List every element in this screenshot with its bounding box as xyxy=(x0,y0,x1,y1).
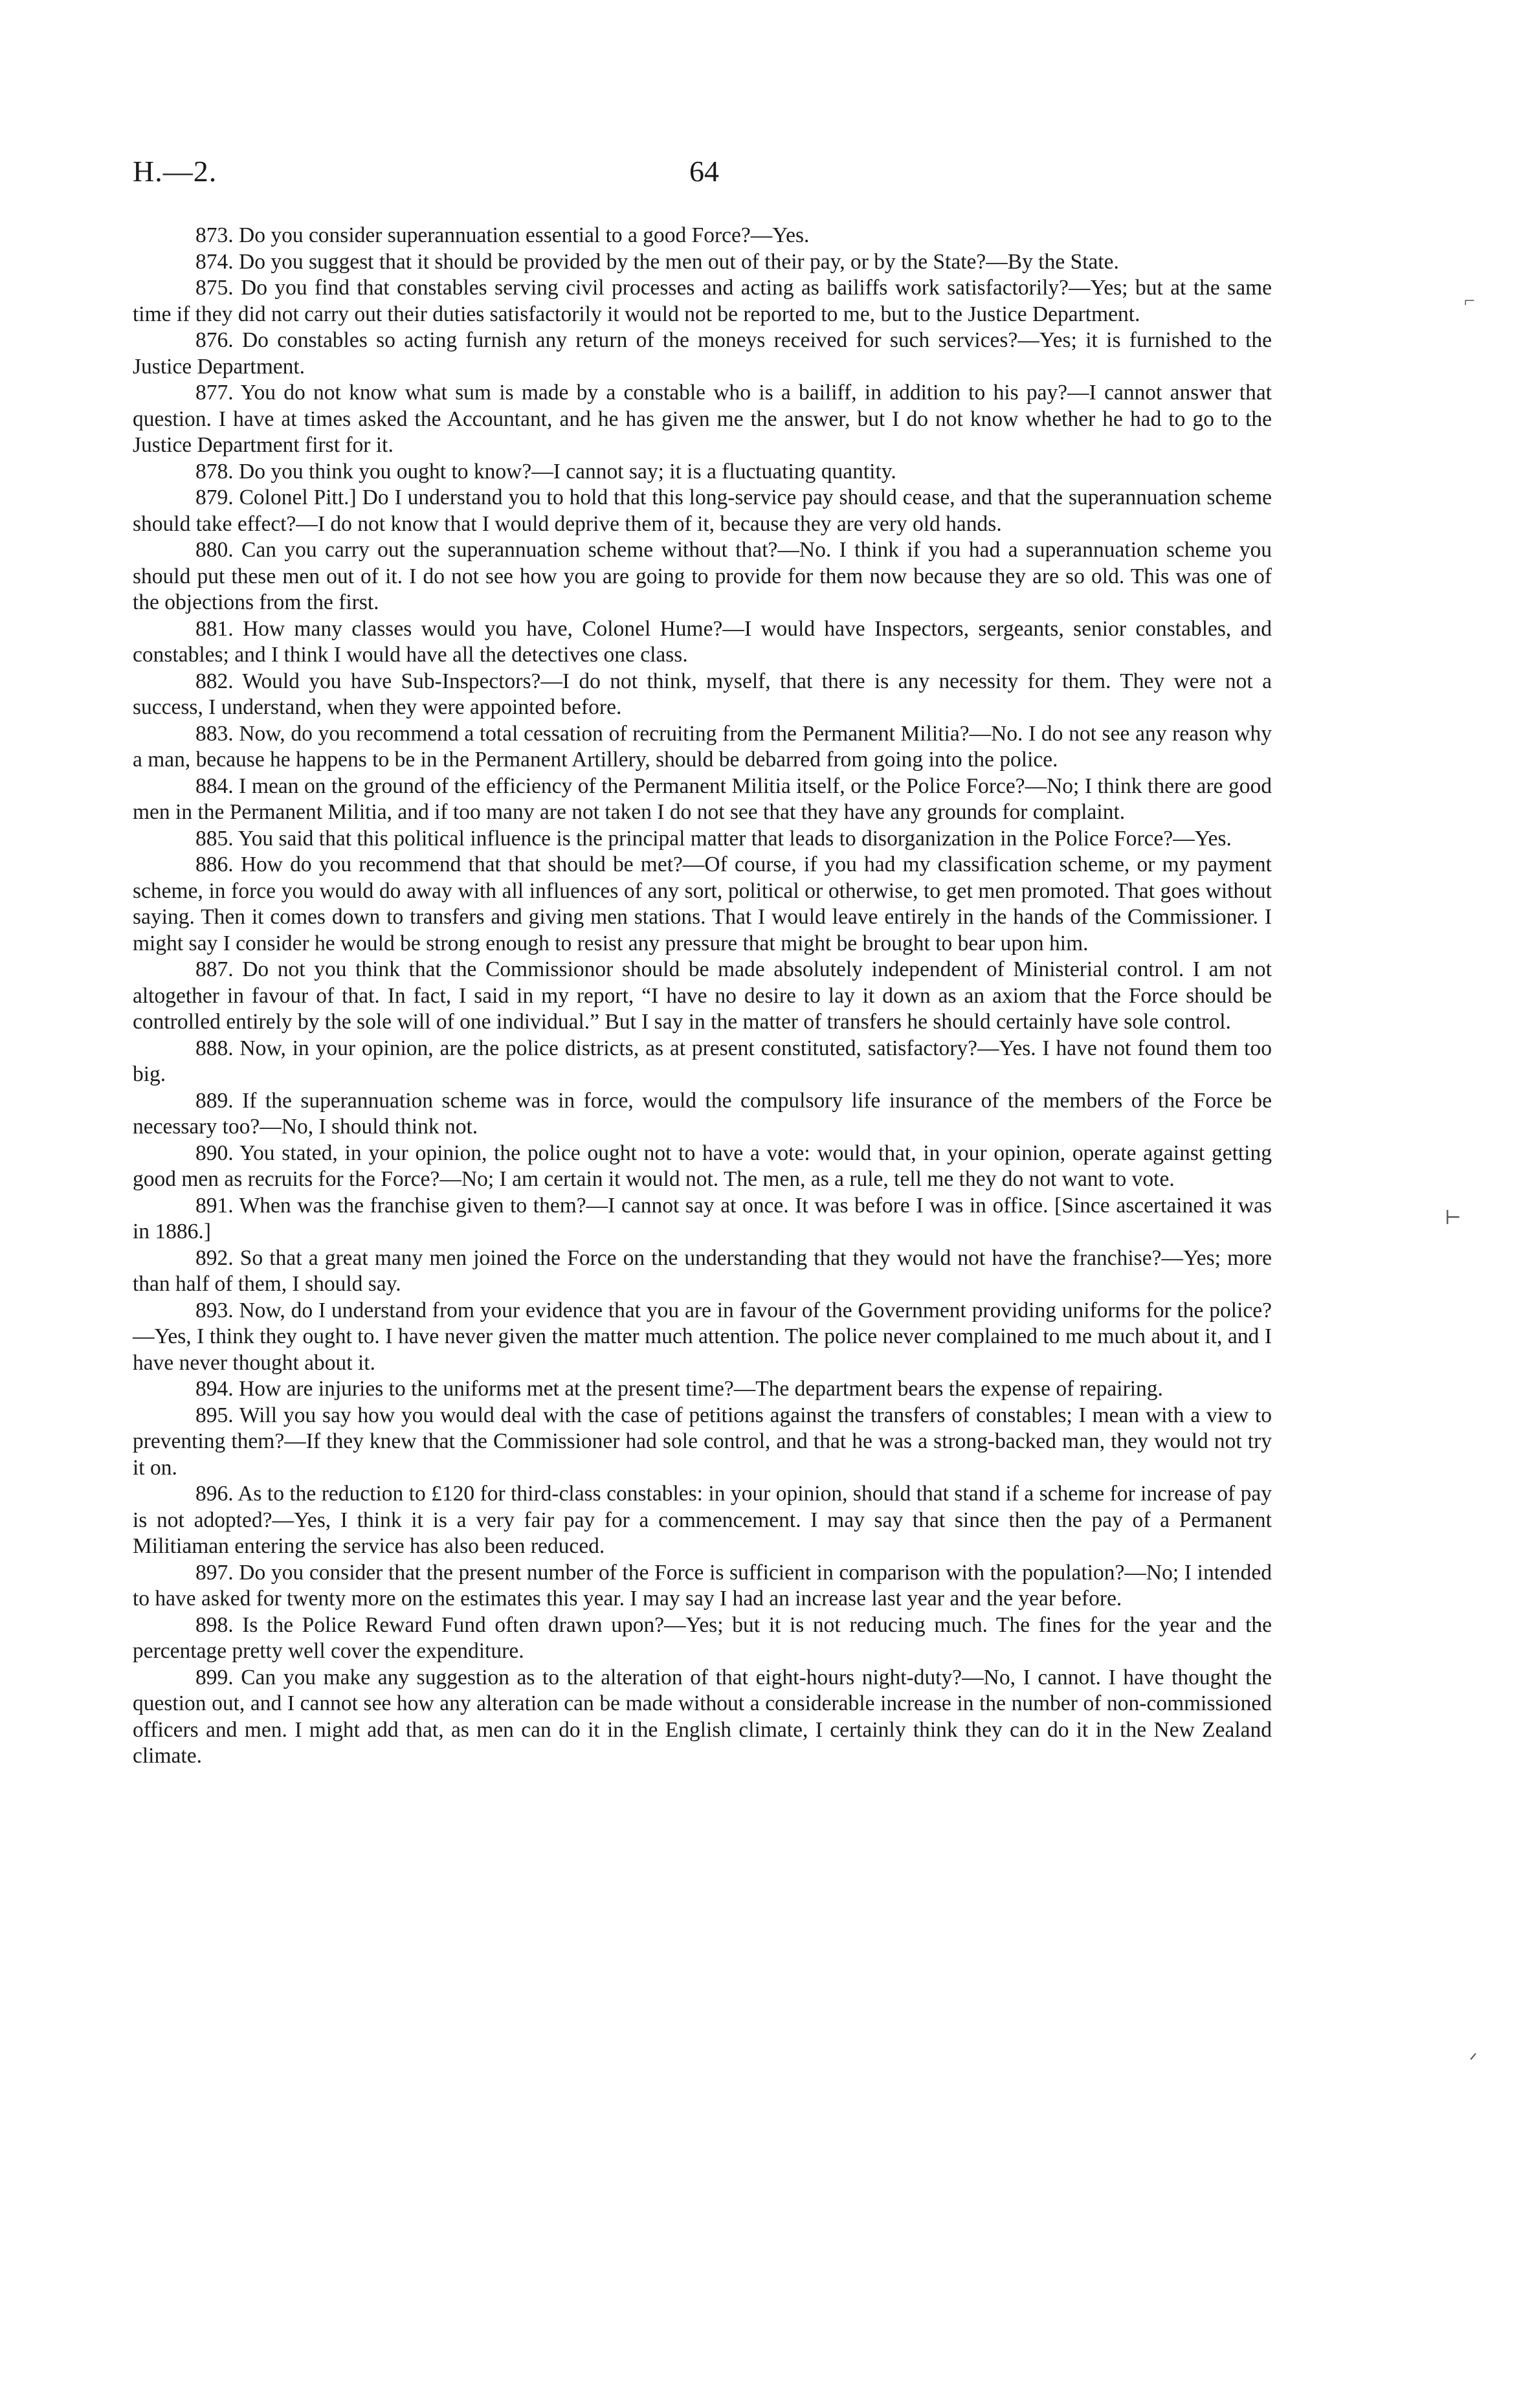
question-874: 874. Do you suggest that it should be provided by the men out of their pay, or by the State?—By the State. xyxy=(195,249,1119,274)
margin-scan-mark: ᐟ xyxy=(1469,2050,1478,2071)
question-896: 896. As to the reduction to £120 for third-class constables: in your opinion, should that stand if a scheme for increase of pay is not adopted?—Yes, I think it is a very fair pay for a commencement. I may say that since then the pay of a Permanent Militiaman entering the service has also been reduced. xyxy=(133,1482,1272,1558)
margin-scan-mark: ⊢ xyxy=(1445,1207,1461,1229)
question-881: 881. How many classes would you have, Colonel Hume?—I would have Inspectors, sergeants, senior constables, and constables; and I think I would have all the detectives one class. xyxy=(133,616,1272,667)
question-892: 892. So that a great many men joined the Force on the understanding that they would not have the franchise?—Yes; more than half of them, I should say. xyxy=(133,1245,1272,1296)
question-887: 887. Do not you think that the Commissionor should be made absolutely independent of Ministerial control. I am not altogether in favour of that. In fact, I said in my report, “I have no desire to lay it down as an axiom that the Force should be controlled entirely by the sole will of one individual.” But I say in the matter of transfers he should certainly have sole control. xyxy=(133,957,1272,1034)
document-reference: H.—2. xyxy=(133,155,217,188)
question-885: 885. You said that this political influence is the principal matter that leads to disorganization in the Police Force?—Yes. xyxy=(195,826,1232,851)
question-899: 899. Can you make any suggestion as to the alteration of that eight-hours night-duty?—No, I cannot. I have thought the question out, and I cannot see how any alteration can be made without a considerable increase in the number of non-commissioned officers and men. I might add that, as men can do it in the English climate, I certainly think they can do it in the New Zealand climate. xyxy=(133,1665,1272,1768)
question-888: 888. Now, in your opinion, are the police districts, as at present constituted, satisfactory?—Yes. I have not found them too big. xyxy=(133,1036,1272,1086)
question-880: 880. Can you carry out the superannuation scheme without that?—No. I think if you had a superannuation scheme you should put these men out of it. I do not see how you are going to provide for them now because they are so old. This was one of the objections from the first. xyxy=(133,538,1272,614)
question-894: 894. How are injuries to the uniforms met at the present time?—The department bears the expense of repairing. xyxy=(195,1377,1163,1401)
question-873: 873. Do you consider superannuation essential to a good Force?—Yes. xyxy=(195,223,810,247)
question-893: 893. Now, do I understand from your evidence that you are in favour of the Government providing uniforms for the police?—Yes, I think they ought to. I have never given the matter much attention. The police never complained to me much about it, and I have never thought about it. xyxy=(133,1298,1272,1375)
question-895: 895. Will you say how you would deal with the case of petitions against the transfers of constables; I mean with a view to preventing them?—If they knew that the Commissioner had sole control, and that he was a strong-backed man, they would not try it on. xyxy=(133,1403,1272,1480)
question-889: 889. If the superannuation scheme was in force, would the compulsory life insurance of the members of the Force be necessary too?—No, I should think not. xyxy=(133,1088,1272,1139)
question-882: 882. Would you have Sub-Inspectors?—I do not think, myself, that there is any necessity for them. They were not a success, I understand, when they were appointed before. xyxy=(133,669,1272,719)
question-884: 884. I mean on the ground of the efficiency of the Permanent Militia itself, or the Police Force?—No; I think there are good men in the Permanent Militia, and if too many are not taken I do not see that they have any grounds for complaint. xyxy=(133,774,1272,824)
question-886: 886. How do you recommend that that should be met?—Of course, if you had my classification scheme, or my payment scheme, in force you would do away with all influences of any sort, political or otherwise, to get men promoted. That goes without saying. Then it comes down to transfers and giving men stations. That I would leave entirely in the hands of the Commissioner. I might say I consider he would be strong enough to resist any pressure that might be brought to bear upon him. xyxy=(133,853,1272,955)
question-875: 875. Do you find that constables serving civil processes and acting as bailiffs work satisfactorily?—Yes; but at the same time if they did not carry out their duties satisfactorily it would not be reported to me, but to the Justice Department. xyxy=(133,276,1272,326)
question-890: 890. You stated, in your opinion, the police ought not to have a vote: would that, in your opinion, operate against getting good men as recruits for the Force?—No; I am certain it would not. The men, as a rule, tell me they do not want to vote. xyxy=(133,1141,1272,1191)
evidence-text xyxy=(133,223,1272,1770)
question-877: 877. You do not know what sum is made by a constable who is a bailiff, in addition to his pay?—I cannot answer that question. I have at times asked the Accountant, and he has given me the answer, but I do not know whether he had to go to the Justice Department first for it. xyxy=(133,381,1272,457)
page-number: 64 xyxy=(689,155,719,188)
question-898: 898. Is the Police Reward Fund often drawn upon?—Yes; but it is not reducing much. The fines for the year and the percentage pretty well cover the expenditure. xyxy=(133,1612,1272,1663)
page-header xyxy=(133,154,1272,199)
margin-scan-mark: ⌐ xyxy=(1464,290,1475,311)
question-878: 878. Do you think you ought to know?—I cannot say; it is a fluctuating quantity. xyxy=(195,459,896,484)
question-876: 876. Do constables so acting furnish any return of the moneys received for such services?—Yes; it is furnished to the Justice Department. xyxy=(133,328,1272,379)
question-879: 879. Colonel Pitt.] Do I understand you to hold that this long-service pay should cease, and that the superannuation scheme should take effect?—I do not know that I would deprive them of it, because they are very old hands. xyxy=(133,485,1272,536)
question-883: 883. Now, do you recommend a total cessation of recruiting from the Permanent Militia?—No. I do not see any reason why a man, because he happens to be in the Permanent Artillery, should be debarred from going into the police. xyxy=(133,721,1272,772)
question-897: 897. Do you consider that the present number of the Force is sufficient in comparison with the population?—No; I intended to have asked for twenty more on the estimates this year. I may say I had an increase last year and the year before. xyxy=(133,1560,1272,1611)
question-891: 891. When was the franchise given to them?—I cannot say at once. It was before I was in office. [Since ascertained it was in 1886.] xyxy=(133,1193,1272,1243)
